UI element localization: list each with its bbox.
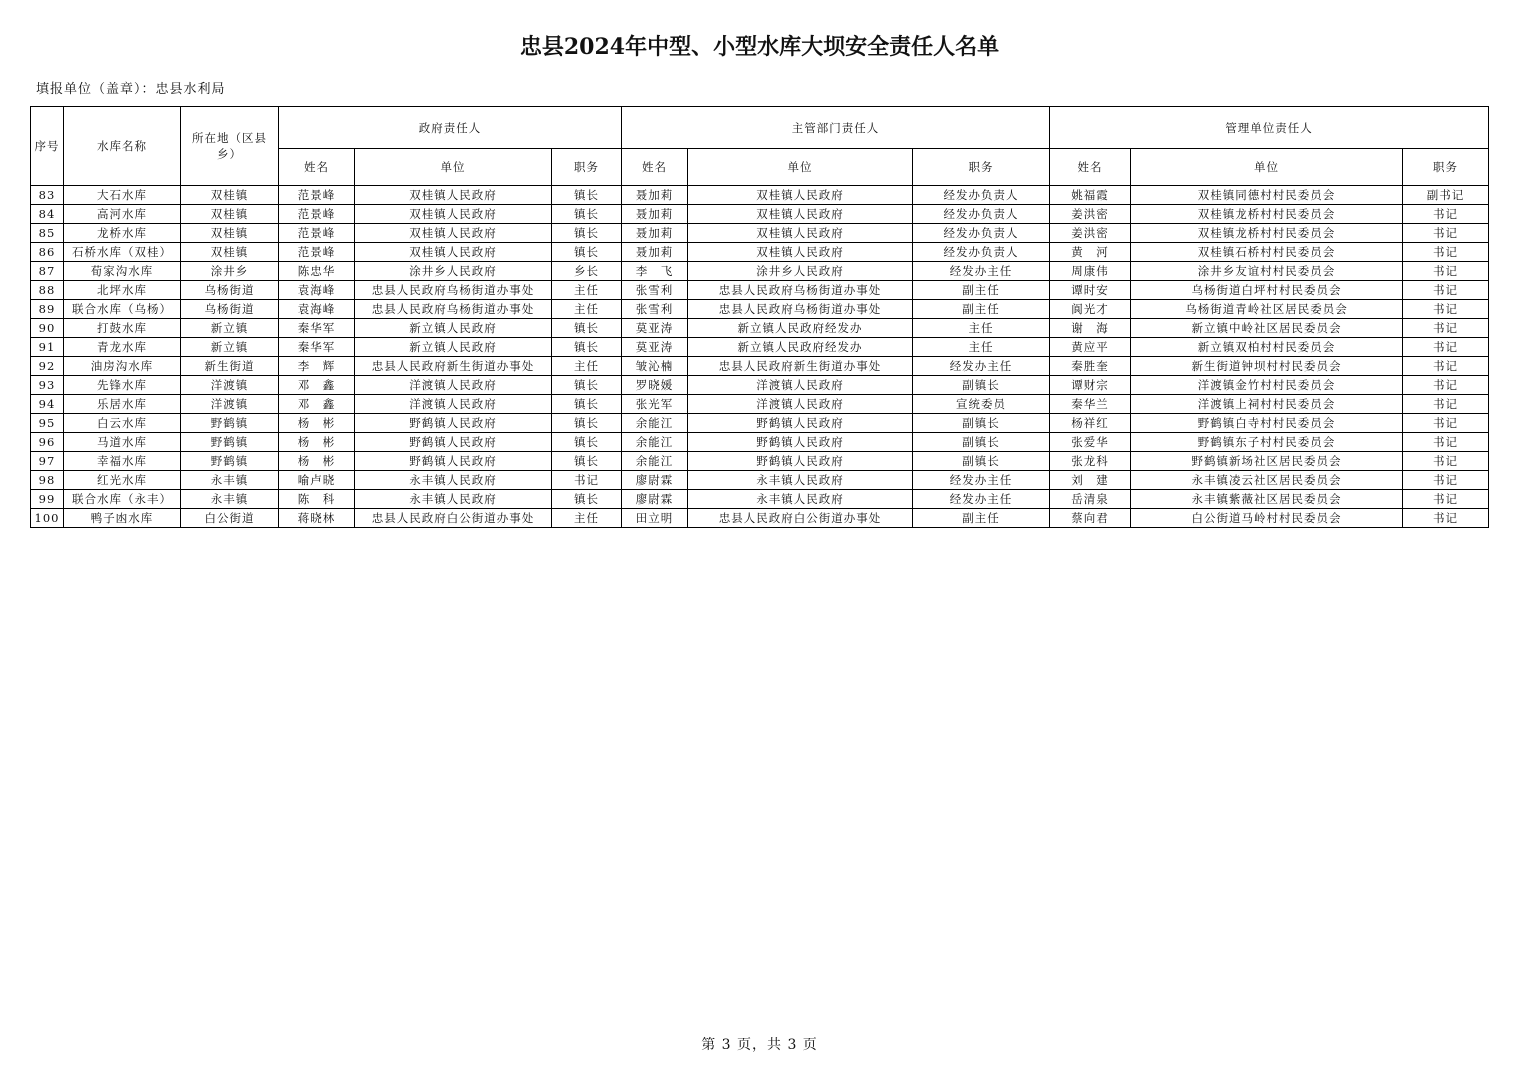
cell-gov-position: 镇长 bbox=[552, 319, 622, 338]
cell-gov-org: 忠县人民政府白公街道办事处 bbox=[355, 509, 552, 528]
cell-gov-name: 李 辉 bbox=[279, 357, 355, 376]
cell-mgmt-name: 秦胜奎 bbox=[1050, 357, 1131, 376]
cell-seq: 88 bbox=[31, 281, 64, 300]
header-gov-org: 单位 bbox=[355, 149, 552, 186]
page-title: 忠县2024年中型、小型水库大坝安全责任人名单 bbox=[519, 34, 1000, 60]
cell-dept-position: 副主任 bbox=[913, 281, 1050, 300]
cell-mgmt-org: 永丰镇凌云社区居民委员会 bbox=[1131, 471, 1403, 490]
cell-location: 新立镇 bbox=[181, 319, 279, 338]
cell-mgmt-position: 书记 bbox=[1403, 433, 1489, 452]
cell-location: 野鹤镇 bbox=[181, 414, 279, 433]
header-dept-group: 主管部门责任人 bbox=[622, 107, 1050, 149]
cell-mgmt-org: 双桂镇龙桥村村民委员会 bbox=[1131, 224, 1403, 243]
cell-mgmt-name: 姜洪密 bbox=[1050, 205, 1131, 224]
cell-gov-org: 忠县人民政府新生街道办事处 bbox=[355, 357, 552, 376]
cell-dept-name: 罗晓媛 bbox=[622, 376, 688, 395]
cell-gov-position: 书记 bbox=[552, 471, 622, 490]
cell-seq: 96 bbox=[31, 433, 64, 452]
cell-mgmt-position: 书记 bbox=[1403, 452, 1489, 471]
cell-dept-name: 余能江 bbox=[622, 414, 688, 433]
cell-mgmt-position: 书记 bbox=[1403, 243, 1489, 262]
cell-location: 永丰镇 bbox=[181, 490, 279, 509]
cell-dept-position: 副主任 bbox=[913, 509, 1050, 528]
table-row bbox=[31, 452, 1489, 471]
cell-seq: 95 bbox=[31, 414, 64, 433]
header-seq: 序号 bbox=[31, 107, 64, 186]
cell-reservoir-name: 油房沟水库 bbox=[64, 357, 181, 376]
cell-mgmt-name: 刘 建 bbox=[1050, 471, 1131, 490]
responsibility-table bbox=[30, 106, 1489, 528]
cell-seq: 84 bbox=[31, 205, 64, 224]
cell-mgmt-name: 谭时安 bbox=[1050, 281, 1131, 300]
cell-gov-name: 杨 彬 bbox=[279, 414, 355, 433]
cell-location: 野鹤镇 bbox=[181, 452, 279, 471]
header-gov-position: 职务 bbox=[552, 149, 622, 186]
cell-seq: 86 bbox=[31, 243, 64, 262]
cell-gov-position: 乡长 bbox=[552, 262, 622, 281]
cell-dept-position: 主任 bbox=[913, 319, 1050, 338]
cell-gov-org: 忠县人民政府乌杨街道办事处 bbox=[355, 300, 552, 319]
cell-reservoir-name: 马道水库 bbox=[64, 433, 181, 452]
cell-gov-position: 镇长 bbox=[552, 338, 622, 357]
cell-dept-org: 洋渡镇人民政府 bbox=[688, 395, 913, 414]
cell-reservoir-name: 白云水库 bbox=[64, 414, 181, 433]
cell-location: 白公街道 bbox=[181, 509, 279, 528]
cell-mgmt-position: 书记 bbox=[1403, 205, 1489, 224]
cell-reservoir-name: 红光水库 bbox=[64, 471, 181, 490]
cell-dept-name: 廖尉霖 bbox=[622, 471, 688, 490]
cell-dept-org: 双桂镇人民政府 bbox=[688, 186, 913, 205]
cell-reservoir-name: 打鼓水库 bbox=[64, 319, 181, 338]
cell-dept-org: 忠县人民政府新生街道办事处 bbox=[688, 357, 913, 376]
cell-mgmt-name: 姚福霞 bbox=[1050, 186, 1131, 205]
cell-mgmt-position: 书记 bbox=[1403, 262, 1489, 281]
table-row bbox=[31, 433, 1489, 452]
cell-seq: 99 bbox=[31, 490, 64, 509]
cell-reservoir-name: 青龙水库 bbox=[64, 338, 181, 357]
cell-dept-name: 余能江 bbox=[622, 452, 688, 471]
cell-location: 新立镇 bbox=[181, 338, 279, 357]
table-row bbox=[31, 186, 1489, 205]
cell-mgmt-org: 野鹤镇东子村村民委员会 bbox=[1131, 433, 1403, 452]
cell-location: 洋渡镇 bbox=[181, 395, 279, 414]
header-location: 所在地（区县乡） bbox=[181, 107, 279, 186]
table-row bbox=[31, 395, 1489, 414]
header-gov-group: 政府责任人 bbox=[279, 107, 622, 149]
cell-gov-org: 野鹤镇人民政府 bbox=[355, 414, 552, 433]
cell-gov-name: 范景峰 bbox=[279, 205, 355, 224]
header-row-group bbox=[31, 107, 1489, 149]
cell-dept-org: 双桂镇人民政府 bbox=[688, 224, 913, 243]
reporting-unit: 填报单位（盖章）：忠县水利局 bbox=[36, 82, 226, 97]
cell-seq: 94 bbox=[31, 395, 64, 414]
cell-dept-position: 主任 bbox=[913, 338, 1050, 357]
table-row bbox=[31, 243, 1489, 262]
cell-mgmt-org: 双桂镇龙桥村村民委员会 bbox=[1131, 205, 1403, 224]
cell-mgmt-org: 乌杨街道青岭社区居民委员会 bbox=[1131, 300, 1403, 319]
cell-dept-name: 张雪利 bbox=[622, 300, 688, 319]
cell-seq: 85 bbox=[31, 224, 64, 243]
cell-gov-org: 洋渡镇人民政府 bbox=[355, 376, 552, 395]
cell-gov-name: 范景峰 bbox=[279, 186, 355, 205]
cell-mgmt-org: 永丰镇紫薇社区居民委员会 bbox=[1131, 490, 1403, 509]
cell-dept-position: 经发办主任 bbox=[913, 262, 1050, 281]
header-mgmt-name: 姓名 bbox=[1050, 149, 1131, 186]
cell-mgmt-org: 新立镇双柏村村民委员会 bbox=[1131, 338, 1403, 357]
cell-reservoir-name: 鸭子凼水库 bbox=[64, 509, 181, 528]
cell-dept-name: 廖尉霖 bbox=[622, 490, 688, 509]
cell-gov-name: 喻卢晓 bbox=[279, 471, 355, 490]
cell-mgmt-org: 双桂镇同德村村民委员会 bbox=[1131, 186, 1403, 205]
cell-mgmt-position: 书记 bbox=[1403, 471, 1489, 490]
cell-reservoir-name: 联合水库（乌杨） bbox=[64, 300, 181, 319]
header-mgmt-position: 职务 bbox=[1403, 149, 1489, 186]
cell-mgmt-position: 书记 bbox=[1403, 281, 1489, 300]
cell-dept-position: 经发办负责人 bbox=[913, 224, 1050, 243]
cell-gov-name: 杨 彬 bbox=[279, 452, 355, 471]
table-row bbox=[31, 414, 1489, 433]
cell-gov-position: 镇长 bbox=[552, 395, 622, 414]
cell-dept-name: 莫亚涛 bbox=[622, 338, 688, 357]
cell-reservoir-name: 联合水库（永丰） bbox=[64, 490, 181, 509]
cell-reservoir-name: 大石水库 bbox=[64, 186, 181, 205]
cell-dept-org: 双桂镇人民政府 bbox=[688, 243, 913, 262]
table-row bbox=[31, 471, 1489, 490]
cell-dept-name: 张雪利 bbox=[622, 281, 688, 300]
cell-gov-org: 新立镇人民政府 bbox=[355, 338, 552, 357]
cell-mgmt-position: 书记 bbox=[1403, 490, 1489, 509]
header-dept-org: 单位 bbox=[688, 149, 913, 186]
table-body bbox=[31, 186, 1489, 528]
cell-gov-position: 镇长 bbox=[552, 433, 622, 452]
table-row bbox=[31, 338, 1489, 357]
cell-gov-name: 范景峰 bbox=[279, 224, 355, 243]
cell-mgmt-position: 书记 bbox=[1403, 300, 1489, 319]
header-mgmt-group: 管理单位责任人 bbox=[1050, 107, 1489, 149]
cell-reservoir-name: 乐居水库 bbox=[64, 395, 181, 414]
cell-location: 双桂镇 bbox=[181, 224, 279, 243]
cell-mgmt-name: 张龙科 bbox=[1050, 452, 1131, 471]
cell-gov-position: 主任 bbox=[552, 281, 622, 300]
cell-dept-name: 聂加莉 bbox=[622, 243, 688, 262]
cell-mgmt-position: 副书记 bbox=[1403, 186, 1489, 205]
cell-dept-org: 洋渡镇人民政府 bbox=[688, 376, 913, 395]
table-row bbox=[31, 357, 1489, 376]
cell-gov-org: 永丰镇人民政府 bbox=[355, 490, 552, 509]
cell-gov-name: 蒋晓林 bbox=[279, 509, 355, 528]
cell-dept-name: 聂加莉 bbox=[622, 186, 688, 205]
cell-dept-name: 皱沁楠 bbox=[622, 357, 688, 376]
cell-mgmt-org: 新立镇中岭社区居民委员会 bbox=[1131, 319, 1403, 338]
cell-dept-org: 新立镇人民政府经发办 bbox=[688, 338, 913, 357]
cell-gov-position: 镇长 bbox=[552, 490, 622, 509]
cell-mgmt-position: 书记 bbox=[1403, 509, 1489, 528]
cell-seq: 89 bbox=[31, 300, 64, 319]
cell-gov-position: 镇长 bbox=[552, 243, 622, 262]
cell-gov-position: 镇长 bbox=[552, 452, 622, 471]
cell-gov-org: 洋渡镇人民政府 bbox=[355, 395, 552, 414]
cell-mgmt-name: 阆光才 bbox=[1050, 300, 1131, 319]
table-row bbox=[31, 319, 1489, 338]
cell-gov-name: 袁海峰 bbox=[279, 281, 355, 300]
table-row bbox=[31, 509, 1489, 528]
cell-mgmt-position: 书记 bbox=[1403, 357, 1489, 376]
cell-location: 双桂镇 bbox=[181, 186, 279, 205]
cell-gov-position: 镇长 bbox=[552, 414, 622, 433]
cell-dept-name: 张光军 bbox=[622, 395, 688, 414]
cell-dept-name: 田立明 bbox=[622, 509, 688, 528]
cell-seq: 83 bbox=[31, 186, 64, 205]
cell-gov-position: 镇长 bbox=[552, 224, 622, 243]
cell-dept-name: 莫亚涛 bbox=[622, 319, 688, 338]
cell-dept-org: 野鹤镇人民政府 bbox=[688, 414, 913, 433]
header-dept-position: 职务 bbox=[913, 149, 1050, 186]
cell-location: 洋渡镇 bbox=[181, 376, 279, 395]
cell-dept-position: 副镇长 bbox=[913, 376, 1050, 395]
cell-gov-name: 邓 鑫 bbox=[279, 395, 355, 414]
cell-mgmt-position: 书记 bbox=[1403, 414, 1489, 433]
cell-gov-org: 野鹤镇人民政府 bbox=[355, 452, 552, 471]
cell-reservoir-name: 高河水库 bbox=[64, 205, 181, 224]
cell-gov-position: 主任 bbox=[552, 357, 622, 376]
cell-mgmt-name: 周康伟 bbox=[1050, 262, 1131, 281]
cell-reservoir-name: 龙桥水库 bbox=[64, 224, 181, 243]
cell-reservoir-name: 石桥水库（双桂） bbox=[64, 243, 181, 262]
cell-dept-position: 经发办负责人 bbox=[913, 205, 1050, 224]
cell-gov-position: 主任 bbox=[552, 509, 622, 528]
cell-mgmt-name: 黄应平 bbox=[1050, 338, 1131, 357]
cell-dept-org: 野鹤镇人民政府 bbox=[688, 433, 913, 452]
cell-location: 乌杨街道 bbox=[181, 300, 279, 319]
cell-gov-name: 秦华军 bbox=[279, 319, 355, 338]
cell-seq: 87 bbox=[31, 262, 64, 281]
cell-gov-org: 永丰镇人民政府 bbox=[355, 471, 552, 490]
cell-dept-position: 经发办负责人 bbox=[913, 186, 1050, 205]
table-row bbox=[31, 490, 1489, 509]
cell-gov-name: 袁海峰 bbox=[279, 300, 355, 319]
cell-reservoir-name: 先锋水库 bbox=[64, 376, 181, 395]
cell-mgmt-org: 双桂镇石桥村村民委员会 bbox=[1131, 243, 1403, 262]
cell-dept-org: 双桂镇人民政府 bbox=[688, 205, 913, 224]
header-mgmt-org: 单位 bbox=[1131, 149, 1403, 186]
cell-gov-org: 双桂镇人民政府 bbox=[355, 224, 552, 243]
cell-gov-position: 镇长 bbox=[552, 376, 622, 395]
cell-dept-org: 野鹤镇人民政府 bbox=[688, 452, 913, 471]
cell-dept-org: 忠县人民政府乌杨街道办事处 bbox=[688, 281, 913, 300]
cell-mgmt-org: 乌杨街道白坪村村民委员会 bbox=[1131, 281, 1403, 300]
cell-dept-org: 涂井乡人民政府 bbox=[688, 262, 913, 281]
cell-gov-org: 涂井乡人民政府 bbox=[355, 262, 552, 281]
cell-dept-org: 忠县人民政府白公街道办事处 bbox=[688, 509, 913, 528]
cell-mgmt-name: 岳清泉 bbox=[1050, 490, 1131, 509]
cell-seq: 90 bbox=[31, 319, 64, 338]
cell-gov-name: 范景峰 bbox=[279, 243, 355, 262]
page-footer: 第 3 页，共 3 页 bbox=[701, 1037, 818, 1053]
cell-mgmt-org: 涂井乡友谊村村民委员会 bbox=[1131, 262, 1403, 281]
cell-mgmt-org: 新生街道钟坝村村民委员会 bbox=[1131, 357, 1403, 376]
cell-dept-position: 经发办主任 bbox=[913, 357, 1050, 376]
cell-gov-name: 陈忠华 bbox=[279, 262, 355, 281]
cell-dept-position: 副镇长 bbox=[913, 414, 1050, 433]
table-row bbox=[31, 224, 1489, 243]
cell-mgmt-name: 谭财宗 bbox=[1050, 376, 1131, 395]
header-gov-name: 姓名 bbox=[279, 149, 355, 186]
header-reservoir: 水库名称 bbox=[64, 107, 181, 186]
cell-dept-org: 永丰镇人民政府 bbox=[688, 490, 913, 509]
cell-dept-position: 宣统委员 bbox=[913, 395, 1050, 414]
cell-mgmt-position: 书记 bbox=[1403, 395, 1489, 414]
table-row bbox=[31, 205, 1489, 224]
cell-dept-name: 余能江 bbox=[622, 433, 688, 452]
cell-mgmt-name: 黄 河 bbox=[1050, 243, 1131, 262]
cell-location: 永丰镇 bbox=[181, 471, 279, 490]
cell-seq: 93 bbox=[31, 376, 64, 395]
cell-seq: 91 bbox=[31, 338, 64, 357]
cell-dept-org: 新立镇人民政府经发办 bbox=[688, 319, 913, 338]
cell-seq: 100 bbox=[31, 509, 64, 528]
cell-dept-position: 经发办主任 bbox=[913, 490, 1050, 509]
cell-dept-position: 副镇长 bbox=[913, 433, 1050, 452]
cell-seq: 98 bbox=[31, 471, 64, 490]
cell-gov-org: 野鹤镇人民政府 bbox=[355, 433, 552, 452]
header-dept-name: 姓名 bbox=[622, 149, 688, 186]
cell-mgmt-name: 蔡向君 bbox=[1050, 509, 1131, 528]
cell-mgmt-position: 书记 bbox=[1403, 376, 1489, 395]
cell-location: 新生街道 bbox=[181, 357, 279, 376]
cell-dept-name: 李 飞 bbox=[622, 262, 688, 281]
cell-gov-name: 秦华军 bbox=[279, 338, 355, 357]
cell-gov-position: 镇长 bbox=[552, 186, 622, 205]
table-row bbox=[31, 262, 1489, 281]
cell-mgmt-position: 书记 bbox=[1403, 224, 1489, 243]
cell-mgmt-org: 洋渡镇金竹村村民委员会 bbox=[1131, 376, 1403, 395]
cell-gov-org: 双桂镇人民政府 bbox=[355, 186, 552, 205]
cell-mgmt-name: 姜洪密 bbox=[1050, 224, 1131, 243]
cell-mgmt-position: 书记 bbox=[1403, 338, 1489, 357]
cell-reservoir-name: 幸福水库 bbox=[64, 452, 181, 471]
cell-mgmt-position: 书记 bbox=[1403, 319, 1489, 338]
cell-mgmt-org: 野鹤镇白寺村村民委员会 bbox=[1131, 414, 1403, 433]
cell-mgmt-name: 张爱华 bbox=[1050, 433, 1131, 452]
cell-gov-org: 双桂镇人民政府 bbox=[355, 205, 552, 224]
cell-mgmt-name: 杨祥红 bbox=[1050, 414, 1131, 433]
cell-seq: 92 bbox=[31, 357, 64, 376]
cell-mgmt-org: 白公街道马岭村村民委员会 bbox=[1131, 509, 1403, 528]
cell-dept-position: 副镇长 bbox=[913, 452, 1050, 471]
cell-location: 双桂镇 bbox=[181, 205, 279, 224]
cell-gov-org: 双桂镇人民政府 bbox=[355, 243, 552, 262]
cell-mgmt-org: 洋渡镇上祠村村民委员会 bbox=[1131, 395, 1403, 414]
cell-dept-position: 经发办主任 bbox=[913, 471, 1050, 490]
cell-location: 野鹤镇 bbox=[181, 433, 279, 452]
cell-gov-name: 邓 鑫 bbox=[279, 376, 355, 395]
cell-mgmt-name: 谢 海 bbox=[1050, 319, 1131, 338]
cell-reservoir-name: 荀家沟水库 bbox=[64, 262, 181, 281]
cell-mgmt-name: 秦华兰 bbox=[1050, 395, 1131, 414]
cell-reservoir-name: 北坪水库 bbox=[64, 281, 181, 300]
cell-location: 涂井乡 bbox=[181, 262, 279, 281]
cell-gov-name: 陈 科 bbox=[279, 490, 355, 509]
cell-location: 乌杨街道 bbox=[181, 281, 279, 300]
cell-dept-position: 经发办负责人 bbox=[913, 243, 1050, 262]
cell-dept-name: 聂加莉 bbox=[622, 205, 688, 224]
table-row bbox=[31, 281, 1489, 300]
cell-dept-org: 忠县人民政府乌杨街道办事处 bbox=[688, 300, 913, 319]
cell-seq: 97 bbox=[31, 452, 64, 471]
table-row bbox=[31, 300, 1489, 319]
cell-mgmt-org: 野鹤镇新场社区居民委员会 bbox=[1131, 452, 1403, 471]
cell-dept-position: 副主任 bbox=[913, 300, 1050, 319]
cell-gov-org: 忠县人民政府乌杨街道办事处 bbox=[355, 281, 552, 300]
cell-gov-org: 新立镇人民政府 bbox=[355, 319, 552, 338]
cell-dept-org: 永丰镇人民政府 bbox=[688, 471, 913, 490]
cell-gov-position: 主任 bbox=[552, 300, 622, 319]
cell-location: 双桂镇 bbox=[181, 243, 279, 262]
cell-gov-position: 镇长 bbox=[552, 205, 622, 224]
cell-dept-name: 聂加莉 bbox=[622, 224, 688, 243]
cell-gov-name: 杨 彬 bbox=[279, 433, 355, 452]
table-row bbox=[31, 376, 1489, 395]
